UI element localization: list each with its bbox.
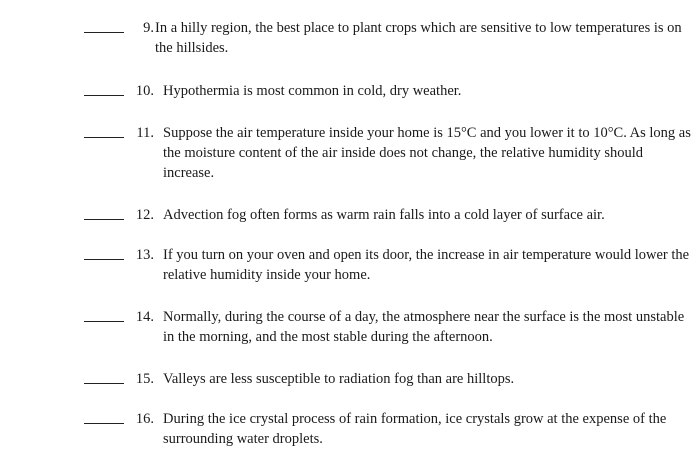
answer-blank[interactable] <box>84 32 124 33</box>
question-text: In a hilly region, the best place to plant crops which are sensitive to low temperatures is on the hillsides. <box>155 20 682 56</box>
answer-blank[interactable] <box>84 423 124 424</box>
question-text: Normally, during the course of a day, the atmosphere near the surface is the most unstable in the morning, and the most stable during the afternoon. <box>163 309 685 345</box>
question-number: 9. <box>143 20 154 36</box>
answer-blank[interactable] <box>84 321 124 322</box>
answer-blank[interactable] <box>84 259 124 260</box>
question-number: 12. <box>135 207 154 223</box>
question-number: 14. <box>135 309 154 325</box>
answer-blank[interactable] <box>84 95 124 96</box>
answer-blank[interactable] <box>84 137 124 138</box>
question-text: Valleys are less susceptible to radiation fog than are hilltops. <box>163 371 515 387</box>
answer-blank[interactable] <box>84 219 124 220</box>
question-text: Advection fog often forms as warm rain falls into a cold layer of surface air. <box>163 207 605 223</box>
question-number: 13. <box>135 247 154 263</box>
question-text: If you turn on your oven and open its door, the increase in air temperature would lower the relative humidity inside your home. <box>163 247 690 283</box>
question-number: 10. <box>135 83 154 99</box>
question-text: Hypothermia is most common in cold, dry weather. <box>163 83 462 99</box>
answer-blank[interactable] <box>84 383 124 384</box>
question-number: 15. <box>135 371 154 387</box>
question-number: 16. <box>135 411 154 427</box>
question-text: During the ice crystal process of rain formation, ice crystals grow at the expense of the surrounding water droplets. <box>163 411 667 447</box>
question-text: Suppose the air temperature inside your home is 15°C and you lower it to 10°C. As long as the moisture content of the air inside does not change, the relative humidity should increase. <box>163 125 691 181</box>
question-number: 11. <box>136 125 154 141</box>
